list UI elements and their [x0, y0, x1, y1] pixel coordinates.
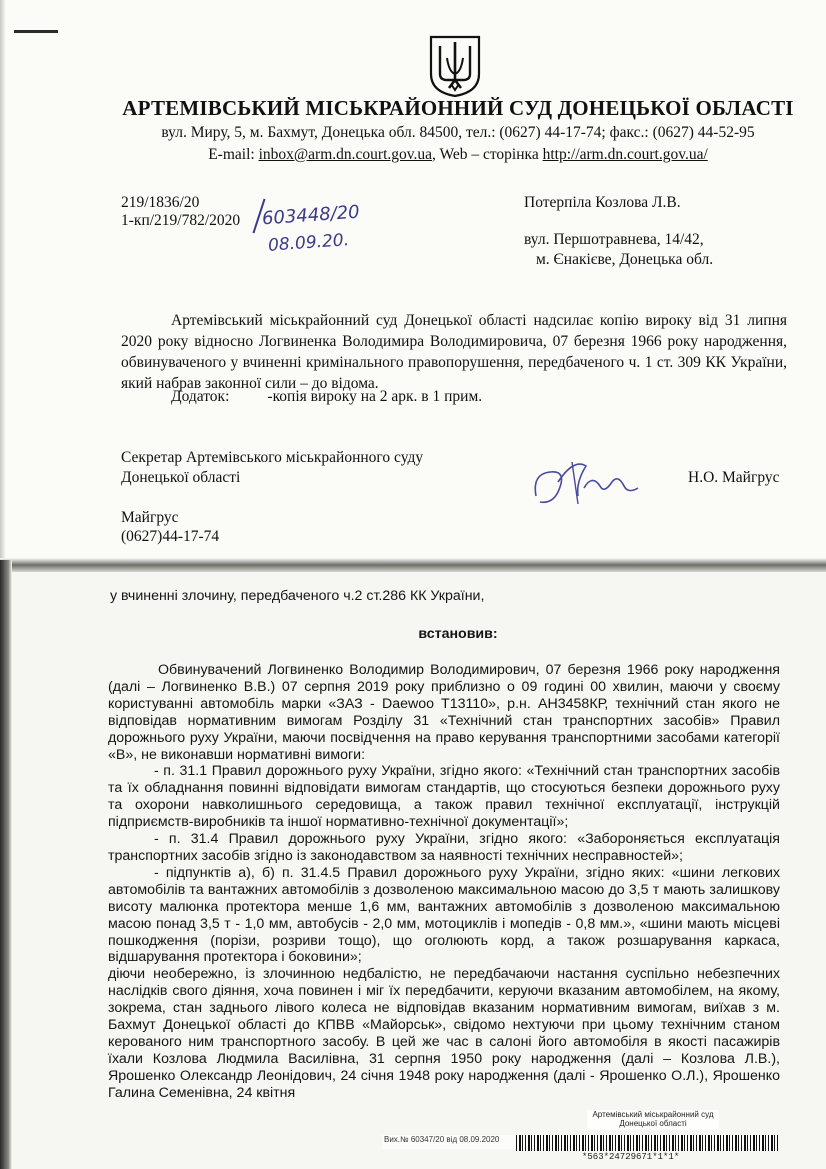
verdict-paragraph: - п. 31.4 Правил дорожнього руху України, згідно якого: «Забороняється експлуатація транспортних засобів згідно із законодавством за наявності технічних несправностей»;	[108, 831, 780, 864]
verdict-crime-line: у вчиненні злочину, передбаченого ч.2 ст.286 КК України,	[110, 588, 485, 604]
attachment-line	[171, 388, 482, 406]
handwritten-registration-number: 603448/20	[261, 201, 361, 230]
barcode-number: *563*24729671*1*1*	[582, 1152, 680, 1162]
proceeding-number: 1-кп/219/782/2020	[121, 212, 241, 229]
barcode	[516, 1135, 778, 1151]
verdict-heading: встановив:	[418, 626, 498, 642]
stamp-line2: Донецької області	[619, 1119, 687, 1128]
executor-phone: (0627)44-17-74	[121, 528, 220, 545]
recipient-street: вул. Першотравнева, 14/42,	[524, 231, 704, 248]
registration-stamp	[587, 1110, 719, 1130]
website-link[interactable]: http://arm.dn.court.gov.ua/	[542, 146, 708, 163]
handwritten-signature	[528, 452, 648, 512]
signer-name: Н.О. Майгрус	[688, 469, 780, 486]
page-edge	[0, 0, 6, 560]
executor-name: Майгрус	[121, 509, 179, 526]
attachment-text: -копія вироку на 2 арк. в 1 прим.	[267, 388, 483, 405]
court-title: АРТЕМІВСЬКИЙ МІСЬКРАЙОННИЙ СУД ДОНЕЦЬКОЇ ОБЛАСТІ	[122, 96, 794, 120]
recipient-city: м. Єнакієве, Донецька обл.	[536, 251, 714, 268]
barcode-label: Вих.№ 60347/20 від 08.09.2020	[384, 1135, 500, 1144]
stamp-line1: Артемівський міськрайонний суд	[592, 1110, 714, 1119]
signer-position-line1: Секретар Артемівського міськрайонного суду	[121, 449, 424, 466]
email-prefix: E-mail:	[208, 146, 259, 163]
recipient-name: Потерпіла Козлова Л.В.	[524, 194, 681, 211]
verdict-paragraph: - підпунктів а), б) п. 31.4.5 Правил дорожнього руху України, згідно яких: «шини легкових автомобілів та вантажних автомобілів з дозволеною максимальною масою до 3,5 т мають залишкову висоту малюнка протектора менше 1,6 мм, вантажних автомобілів з дозволеною максимальною масою понад 3,5 т - 1,0 мм, автобусів - 2,0 мм, мотоциклів і мопедів - 0,8 мм.», «шини мають місцеві пошкодження (порізи, розриви тощо), що оголюють корд, а також розшарування каркаса, відшарування протектора і боковини»;	[108, 864, 780, 966]
attachment-label: Додаток:	[171, 388, 230, 405]
verdict-paragraph: діючи необережно, із злочинною недбалістю, не передбачаючи настання суспільно небезпечних наслідків свого діяння, хоча повинен і міг їх передбачити, керуючи вказаним автомобілем, на якому, зокрема, стан заднього лівого колеса не відповідав вказаним нормативним вимогам, виїхав з м. Бахмут Донецької області до КПВВ «Майорськ», свідомо нехтуючи при цьому технічним станом керованого ним транспортного засобу. В цей же час в салоні його автомобіля в якості пасажирів їхали Козлова Людмила Василівна, 31 серпня 1950 року народження (далі – Козлова Л.В.), Ярошенко Олександр Леонідович, 24 січня 1948 року народження (далі - Ярошенко О.Л.), Ярошенко Галина Семенівна, 24 квітня	[108, 966, 780, 1101]
trident-emblem-icon	[427, 34, 483, 98]
sheet-overlap-shadow	[0, 558, 826, 572]
scan-edge	[0, 560, 12, 1169]
signer-position-line2: Донецької області	[121, 469, 241, 486]
corner-mark	[14, 30, 58, 33]
case-number: 219/1836/20	[121, 194, 200, 211]
court-address: вул. Миру, 5, м. Бахмут, Донецька обл. 84500, тел.: (0627) 44-17-74; факс.: (0627) 44-52-95	[161, 124, 755, 141]
email-link[interactable]: inbox@arm.dn.court.gov.ua	[258, 146, 432, 163]
verdict-paragraph: Обвинувачений Логвиненко Володимир Володимирович, 07 березня 1966 року народження (далі – Логвиненко В.В.) 07 серпня 2019 року приблизно о 09 годині 00 хвилин, маючи у своєму користуванні автомобіль марки «ЗАЗ - Daewoo T13110», р.н. АН3458КР, технічний стан якого не відповідав нормативним вимогам Розділу 31 «Технічний стан транспортних засобів» Правил дорожнього руху України, маючи посвідчення на право керування транспортними засобами категорії «В», не виконавши нормативні вимоги:	[108, 662, 780, 763]
court-contacts	[0, 146, 826, 164]
handwritten-date: 08.09.20.	[267, 230, 350, 256]
verdict-body	[108, 662, 780, 1102]
web-prefix: , Web – сторінка	[432, 146, 543, 163]
verdict-paragraph: - п. 31.1 Правил дорожнього руху України, згідно якого: «Технічний стан транспортних засобів та їх обладнання повинні відповідати вимогам стандартів, що стосуються безпеки дорожнього руху та охорони навколишнього середовища, а також правил технічної експлуатації, інструкцій підприємств-виробників та іншої нормативно-технічної документації»;	[108, 763, 780, 831]
letter-body: Артемівський міськрайонний суд Донецької області надсилає копію вироку від 31 липня 2020 року відносно Логвиненка Володимира Володимировича, 07 березня 1966 року народження, обвинуваченого у вчиненні кримінального правопорушення, передбаченого ч. 1 ст. 309 КК України, який набрав законної сили – до відома.	[121, 312, 787, 392]
